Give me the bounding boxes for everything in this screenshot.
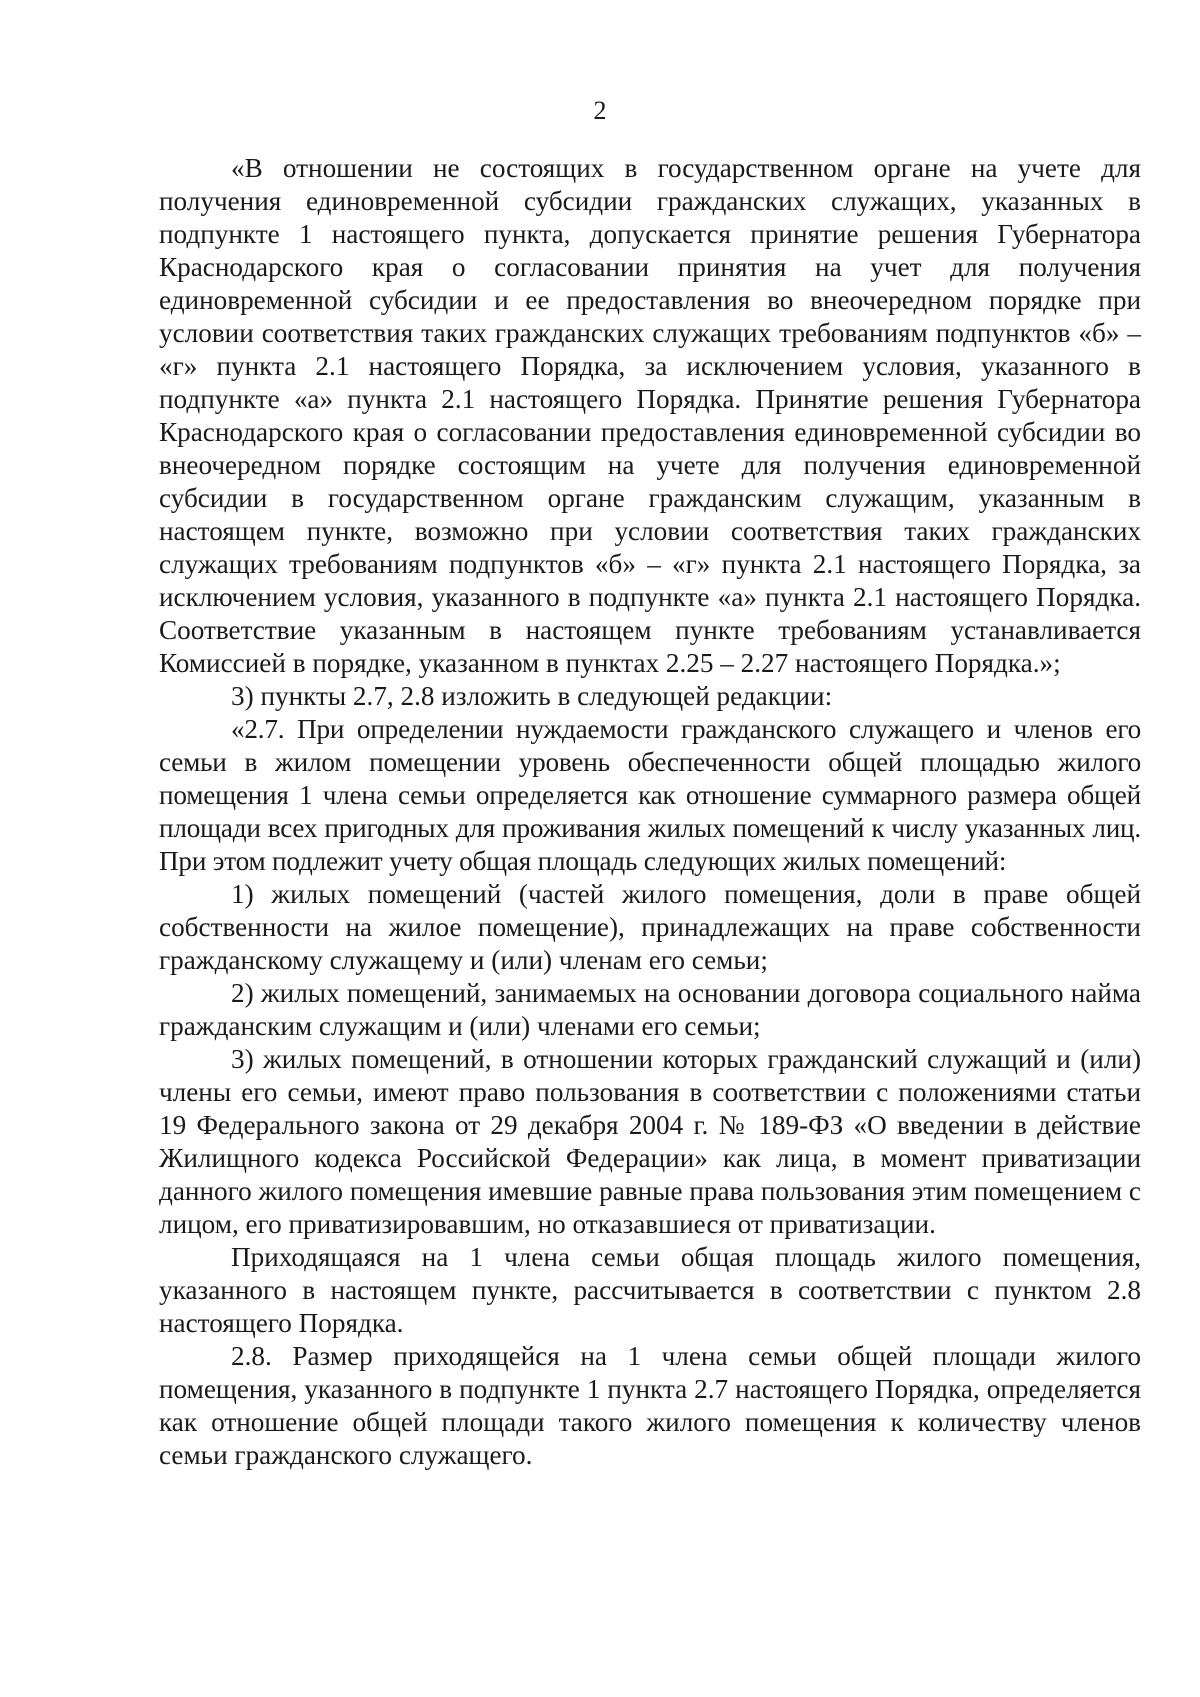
list-item-subpoint-3: 3) жилых помещений, в отношении которых гражданский служащий и (или) члены его семьи, имеют право пользования в соответствии с положениями статьи 19 Федерального закона от 29 декабря 2004 г. № 189-ФЗ «О введении в действие Жилищного кодекса Российской Федерации» как лица, в момент приватизации данного жилого помещения имевшие равные права пользования этим помещением с лицом, его приватизировавшим, но отказавшиеся от приватизации. [159, 1044, 1141, 1239]
paragraph-amendment-clause-3: 3) пункты 2.7, 2.8 изложить в следующей редакции: [231, 681, 833, 711]
paragraph-area-calculation: Приходящаяся на 1 члена семьи общая площадь жилого помещения, указанного в настоящем пункте, рассчитывается в соответствии с пунктом 2.8 настоящего Порядка. [159, 1242, 1141, 1338]
list-item-subpoint-1: 1) жилых помещений (частей жилого помещения, доли в праве общей собственности на жилое помещение), принадлежащих на праве собственности гражданскому служащему и (или) членам его семьи; [159, 879, 1141, 975]
document-body [159, 152, 1141, 1472]
paragraph-subsidy-exception: «В отношении не состоящих в государственном органе на учете для получения единовременной субсидии гражданских служащих, указанных в подпункте 1 настоящего пункта, допускается принятие решения Губернатора Краснодарского края о согласовании принятия на учет для получения единовременной субсидии и ее предоставления во внеочередном порядке при условии соответствия таких гражданских служащих требованиям подпунктов «б» – «г» пункта 2.1 настоящего Порядка, за исключением условия, указанного в подпункте «а» пункта 2.1 настоящего Порядка. Принятие решения Губернатора Краснодарского края о согласовании предоставления единовременной субсидии во внеочередном порядке состоящим на учете для получения единовременной субсидии в государственном органе гражданским служащим, указанным в настоящем пункте, возможно при условии соответствия таких гражданских служащих требованиям подпунктов «б» – «г» пункта 2.1 настоящего Порядка, за исключением условия, указанного в подпункте «а» пункта 2.1 настоящего Порядка. Соответствие указанным в настоящем пункте требованиям устанавливается Комиссией в порядке, указанном в пунктах 2.25 – 2.27 настоящего Порядка.»; [159, 153, 1141, 678]
paragraph-point-2-7: «2.7. При определении нуждаемости гражданского служащего и членов его семьи в жилом помещении уровень обеспеченности общей площадью жилого помещения 1 члена семьи определяется как отношение суммарного размера общей площади всех пригодных для проживания жилых помещений к числу указанных лиц. При этом подлежит учету общая площадь следующих жилых помещений: [159, 714, 1141, 876]
paragraph-point-2-8: 2.8. Размер приходящейся на 1 члена семьи общей площади жилого помещения, указанного в подпункте 1 пункта 2.7 настоящего Порядка, определяется как отношение общей площади такого жилого помещения к количеству членов семьи гражданского служащего. [159, 1341, 1141, 1470]
page-number: 2 [593, 96, 607, 125]
list-item-subpoint-2: 2) жилых помещений, занимаемых на основании договора социального найма гражданским служащим и (или) членами его семьи; [159, 978, 1141, 1041]
